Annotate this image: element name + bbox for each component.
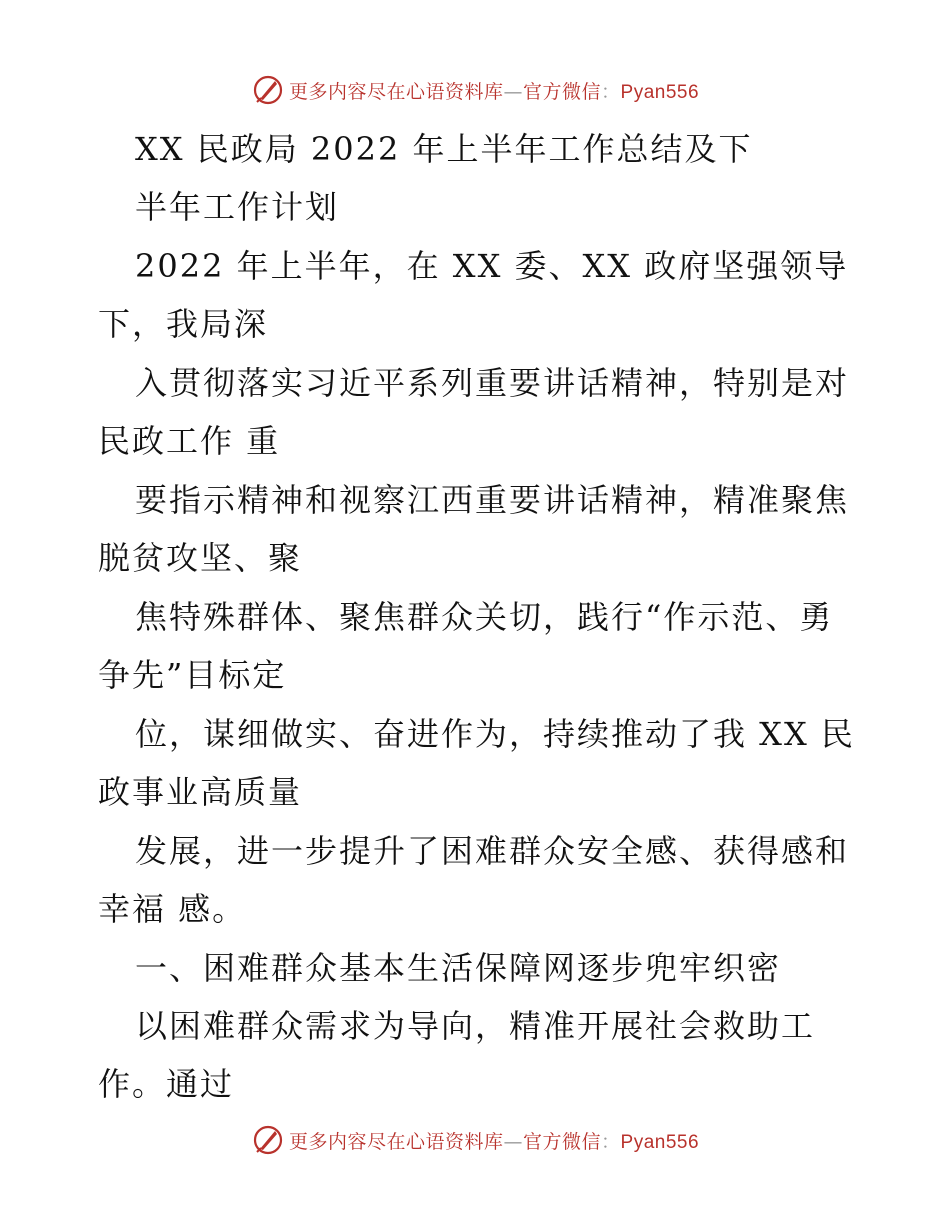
- watermark-text: 更多内容尽在心语资料库—官方微信：Pyan556: [288, 1130, 700, 1153]
- doc-paragraph-line: 位，谋细做实、奋进作为，持续推动了我 XX 民: [135, 715, 855, 753]
- doc-section-heading: 一、困难群众基本生活保障网逐步兜牢织密: [135, 949, 782, 987]
- doc-paragraph-line: 下，我局深: [98, 305, 269, 343]
- doc-paragraph-line: 发展，进一步提升了困难群众安全感、获得感和: [135, 832, 850, 870]
- doc-paragraph-line: 要指示精神和视察江西重要讲话精神，精准聚焦: [135, 481, 850, 519]
- doc-paragraph-line: 入贯彻落实习近平系列重要讲话精神，特别是对: [135, 364, 850, 402]
- doc-paragraph-line: 焦特殊群体、聚焦群众关切，践行“作示范、勇: [135, 598, 834, 636]
- doc-paragraph-line: 作。通过: [98, 1065, 235, 1103]
- doc-title-line-2: 半年工作计划: [135, 188, 340, 226]
- watermark-text: 更多内容尽在心语资料库—官方微信：Pyan556: [288, 80, 700, 103]
- doc-paragraph-line: 2022 年上半年，在 XX 委、XX 政府坚强领导: [135, 247, 849, 285]
- doc-paragraph-line: 以困难群众需求为导向，精准开展社会救助工: [135, 1007, 816, 1045]
- doc-paragraph-line: 政事业高质量: [98, 773, 303, 811]
- doc-paragraph-line: 脱贫攻坚、聚: [98, 539, 303, 577]
- doc-paragraph-line: 争先”目标定: [98, 656, 287, 694]
- doc-paragraph-line: 幸福 感。: [98, 890, 247, 928]
- doc-paragraph-line: 民政工作 重: [98, 422, 281, 460]
- doc-title-line-1: XX 民政局 2022 年上半年工作总结及下: [135, 130, 753, 168]
- quill-logo-icon: [251, 1123, 285, 1157]
- footer-watermark: [0, 1120, 950, 1160]
